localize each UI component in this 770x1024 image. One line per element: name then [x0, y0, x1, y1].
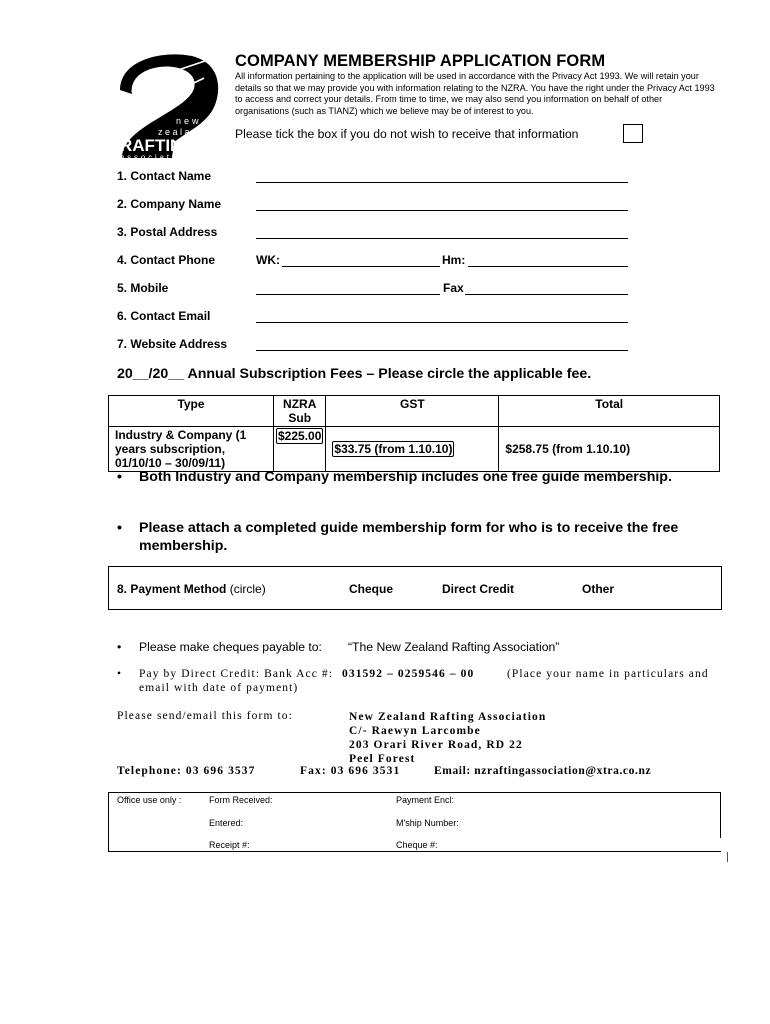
payment-option-cheque[interactable]: Cheque [349, 582, 394, 596]
address-line: 203 Orari River Road, RD 22 [349, 739, 523, 751]
company-name-label: 2. Company Name [117, 197, 222, 211]
contact-name-field[interactable] [256, 182, 628, 183]
payment-option-direct-credit[interactable]: Direct Credit [442, 582, 515, 596]
website-label: 7. Website Address [117, 337, 228, 351]
entered-label: Entered: [209, 818, 244, 828]
header-total: Total [499, 396, 720, 427]
send-to-label: Please send/email this form to: [117, 710, 293, 722]
bullet-dot: • [117, 520, 122, 536]
payment-option-other[interactable]: Other [582, 582, 615, 596]
payment-method-label [117, 582, 266, 596]
fees-row [109, 427, 720, 472]
fee-nzra-sub[interactable] [274, 427, 326, 472]
address-line: New Zealand Rafting Association [349, 711, 547, 723]
header-nzra-sub: NZRA Sub [274, 396, 326, 427]
bullet-text: Please attach a completed guide membership form for who is to receive the free membership. [139, 520, 679, 554]
fee-type: Industry & Company (1 years subscription, 01/10/10 – 30/09/11) [109, 427, 274, 472]
logo-text-zealand: zealand [158, 127, 208, 137]
fee-gst-value[interactable]: $33.75 (from 1.10.10) [334, 442, 453, 456]
bullet-dot: • [117, 640, 122, 654]
address-line: Peel Forest [349, 753, 416, 765]
fees-table [108, 395, 720, 472]
contact-name-label: 1. Contact Name [117, 169, 212, 183]
bullet-text: Both Industry and Company membership includes one free guide membership. [139, 469, 672, 485]
payment-label-suffix: (circle) [229, 582, 266, 596]
company-name-field[interactable] [256, 210, 628, 211]
header-type: Type [109, 396, 274, 427]
office-use-box [108, 792, 721, 852]
mobile-field[interactable] [256, 294, 440, 295]
fee-nzra-sub-value[interactable]: $225.00 [278, 429, 322, 443]
direct-credit-prefix: Pay by Direct Credit: Bank Acc #: [139, 668, 334, 680]
opt-out-checkbox[interactable] [623, 124, 643, 143]
logo-text-association: association [120, 153, 191, 162]
email-address: Email: nzraftingassociation@xtra.co.nz [434, 765, 652, 777]
bank-account-number: 031592 – 0259546 – 00 [342, 668, 475, 680]
header-gst: GST [326, 396, 499, 427]
payment-encl-label: Payment Encl: [396, 795, 455, 805]
office-use-label: Office use only : [117, 795, 182, 805]
work-phone-label: WK: [256, 253, 280, 267]
contact-email-label: 6. Contact Email [117, 309, 211, 323]
office-box-right-border [720, 792, 721, 838]
page-mark [727, 852, 728, 862]
cheque-text: Please make cheques payable to: [139, 640, 322, 654]
fee-total[interactable]: $258.75 (from 1.10.10) [499, 427, 720, 472]
cheque-number-label: Cheque #: [396, 840, 438, 850]
bullet-dot: • [117, 469, 122, 485]
mship-number-label: M'ship Number: [396, 818, 459, 828]
fax-field[interactable] [465, 294, 628, 295]
mobile-label: 5. Mobile [117, 281, 169, 295]
postal-address-label: 3. Postal Address [117, 225, 218, 239]
website-field[interactable] [256, 350, 628, 351]
fax-label: Fax [443, 281, 464, 295]
fax-number: Fax: 03 696 3531 [300, 765, 401, 777]
nzra-logo [112, 50, 224, 162]
telephone: Telephone: 03 696 3537 [117, 765, 256, 777]
form-received-label: Form Received: [209, 795, 273, 805]
direct-credit-suffix: (Place your name in particulars and [507, 668, 709, 680]
cheque-payee: “The New Zealand Rafting Association” [348, 640, 560, 654]
home-phone-field[interactable] [468, 266, 628, 267]
work-phone-field[interactable] [282, 266, 440, 267]
payment-method-box [108, 566, 722, 610]
fees-heading: 20__/20__ Annual Subscription Fees – Please circle the applicable fee. [117, 366, 592, 382]
address-line: C/- Raewyn Larcombe [349, 725, 481, 737]
contact-phone-label: 4. Contact Phone [117, 253, 216, 267]
privacy-notice: All information pertaining to the application will be used in accordance with the Privacy Act 1993. We will retain your details so that we may provide you with information relating to the NZRA. You have the right under the Privacy Act 1993 to access and correct your details. From time to time, we may also send you information on behalf of other organisations (such as TIANZ) which we believe may be of interest to you. [235, 71, 715, 116]
bullet-dot: • [117, 668, 123, 680]
logo-text-rafting: RAFTING [120, 136, 196, 155]
fee-gst[interactable] [326, 427, 499, 472]
payment-label-text: 8. Payment Method [117, 582, 227, 596]
form-title: COMPANY MEMBERSHIP APPLICATION FORM [235, 52, 606, 70]
opt-out-text: Please tick the box if you do not wish to receive that information [235, 127, 579, 141]
fees-header-row [109, 396, 720, 427]
receipt-label: Receipt #: [209, 840, 250, 850]
logo-text-new: new [176, 116, 202, 126]
direct-credit-line2: email with date of payment) [139, 682, 299, 694]
home-phone-label: Hm: [442, 253, 466, 267]
send-to-address [349, 710, 546, 766]
contact-email-field[interactable] [256, 322, 628, 323]
postal-address-field[interactable] [256, 238, 628, 239]
